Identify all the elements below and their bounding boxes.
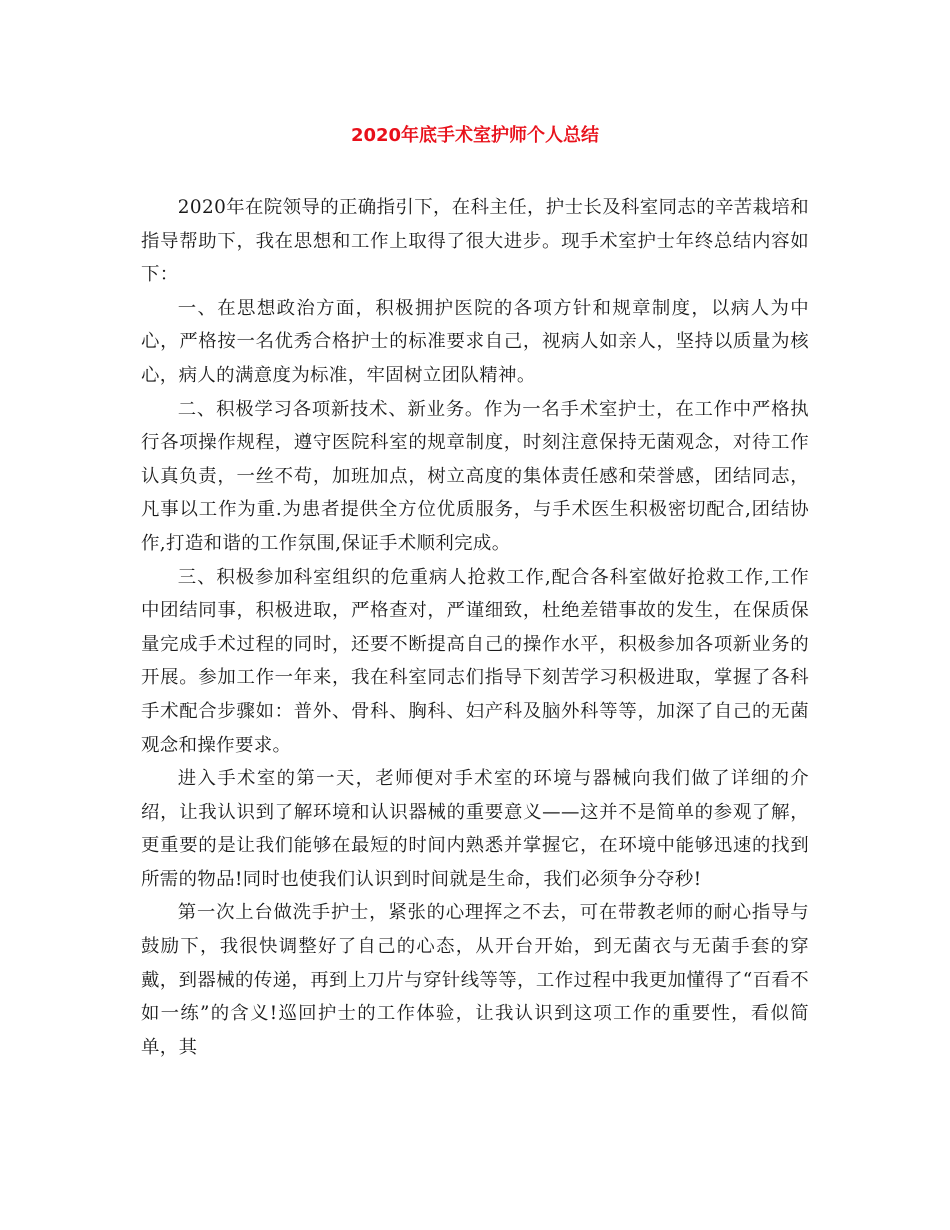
paragraph-rescue: 三、积极参加科室组织的危重病人抢救工作,配合各科室做好抢救工作,工作中团结同事，积极进取，严格查对，严谨细致，杜绝差错事故的发生，在保质保量完成手术过程的同时，还要不断提高自己的操作水平，积极参加各项新业务的开展。参加工作一年来，我在科室同志们指导下刻苦学习积极进取，掌握了各科手术配合步骤如：普外、骨科、胸科、妇产科及脑外科等等，加深了自己的无菌观念和操作要求。 xyxy=(141,566,809,756)
paragraph-intro: 2020年在院领导的正确指引下，在科主任，护士长及科室同志的辛苦栽培和指导帮助下，我在思想和工作上取得了很大进步。现手术室护士年终总结内容如下： xyxy=(141,197,809,286)
paragraph-political: 一、在思想政治方面，积极拥护医院的各项方针和规章制度，以病人为中心，严格按一名优秀合格护士的标准要求自己，视病人如亲人，坚持以质量为核心，病人的满意度为标准，牢固树立团队精神。 xyxy=(141,297,809,386)
document-body xyxy=(141,191,809,1064)
paragraph-first-day: 进入手术室的第一天，老师便对手术室的环境与器械向我们做了详细的介绍，让我认识到了解环境和认识器械的重要意义——这并不是简单的参观了解，更重要的是让我们能够在最短的时间内熟悉并掌握它，在环境中能够迅速的找到所需的物品!同时也使我们认识到时间就是生命，我们必须争分夺秒! xyxy=(141,768,809,890)
paragraph-learning: 二、积极学习各项新技术、新业务。作为一名手术室护士，在工作中严格执行各项操作规程，遵守医院科室的规章制度，时刻注意保持无菌观念，对待工作认真负责，一丝不苟，加班加点，树立高度的集体责任感和荣誉感，团结同志，凡事以工作为重.为患者提供全方位优质服务，与手术医生积极密切配合,团结协作,打造和谐的工作氛围,保证手术顺利完成。 xyxy=(141,398,809,554)
document-title: 2020年底手术室护师个人总结 xyxy=(350,125,600,146)
paragraph-scrub-nurse: 第一次上台做洗手护士，紧张的心理挥之不去，可在带教老师的耐心指导与鼓励下，我很快调整好了自己的心态，从开台开始，到无菌衣与无菌手套的穿戴，到器械的传递，再到上刀片与穿针线等等，工作过程中我更加懂得了“百看不如一练”的含义!巡回护士的工作体验，让我认识到这项工作的重要性，看似简单，其 xyxy=(141,902,809,1058)
